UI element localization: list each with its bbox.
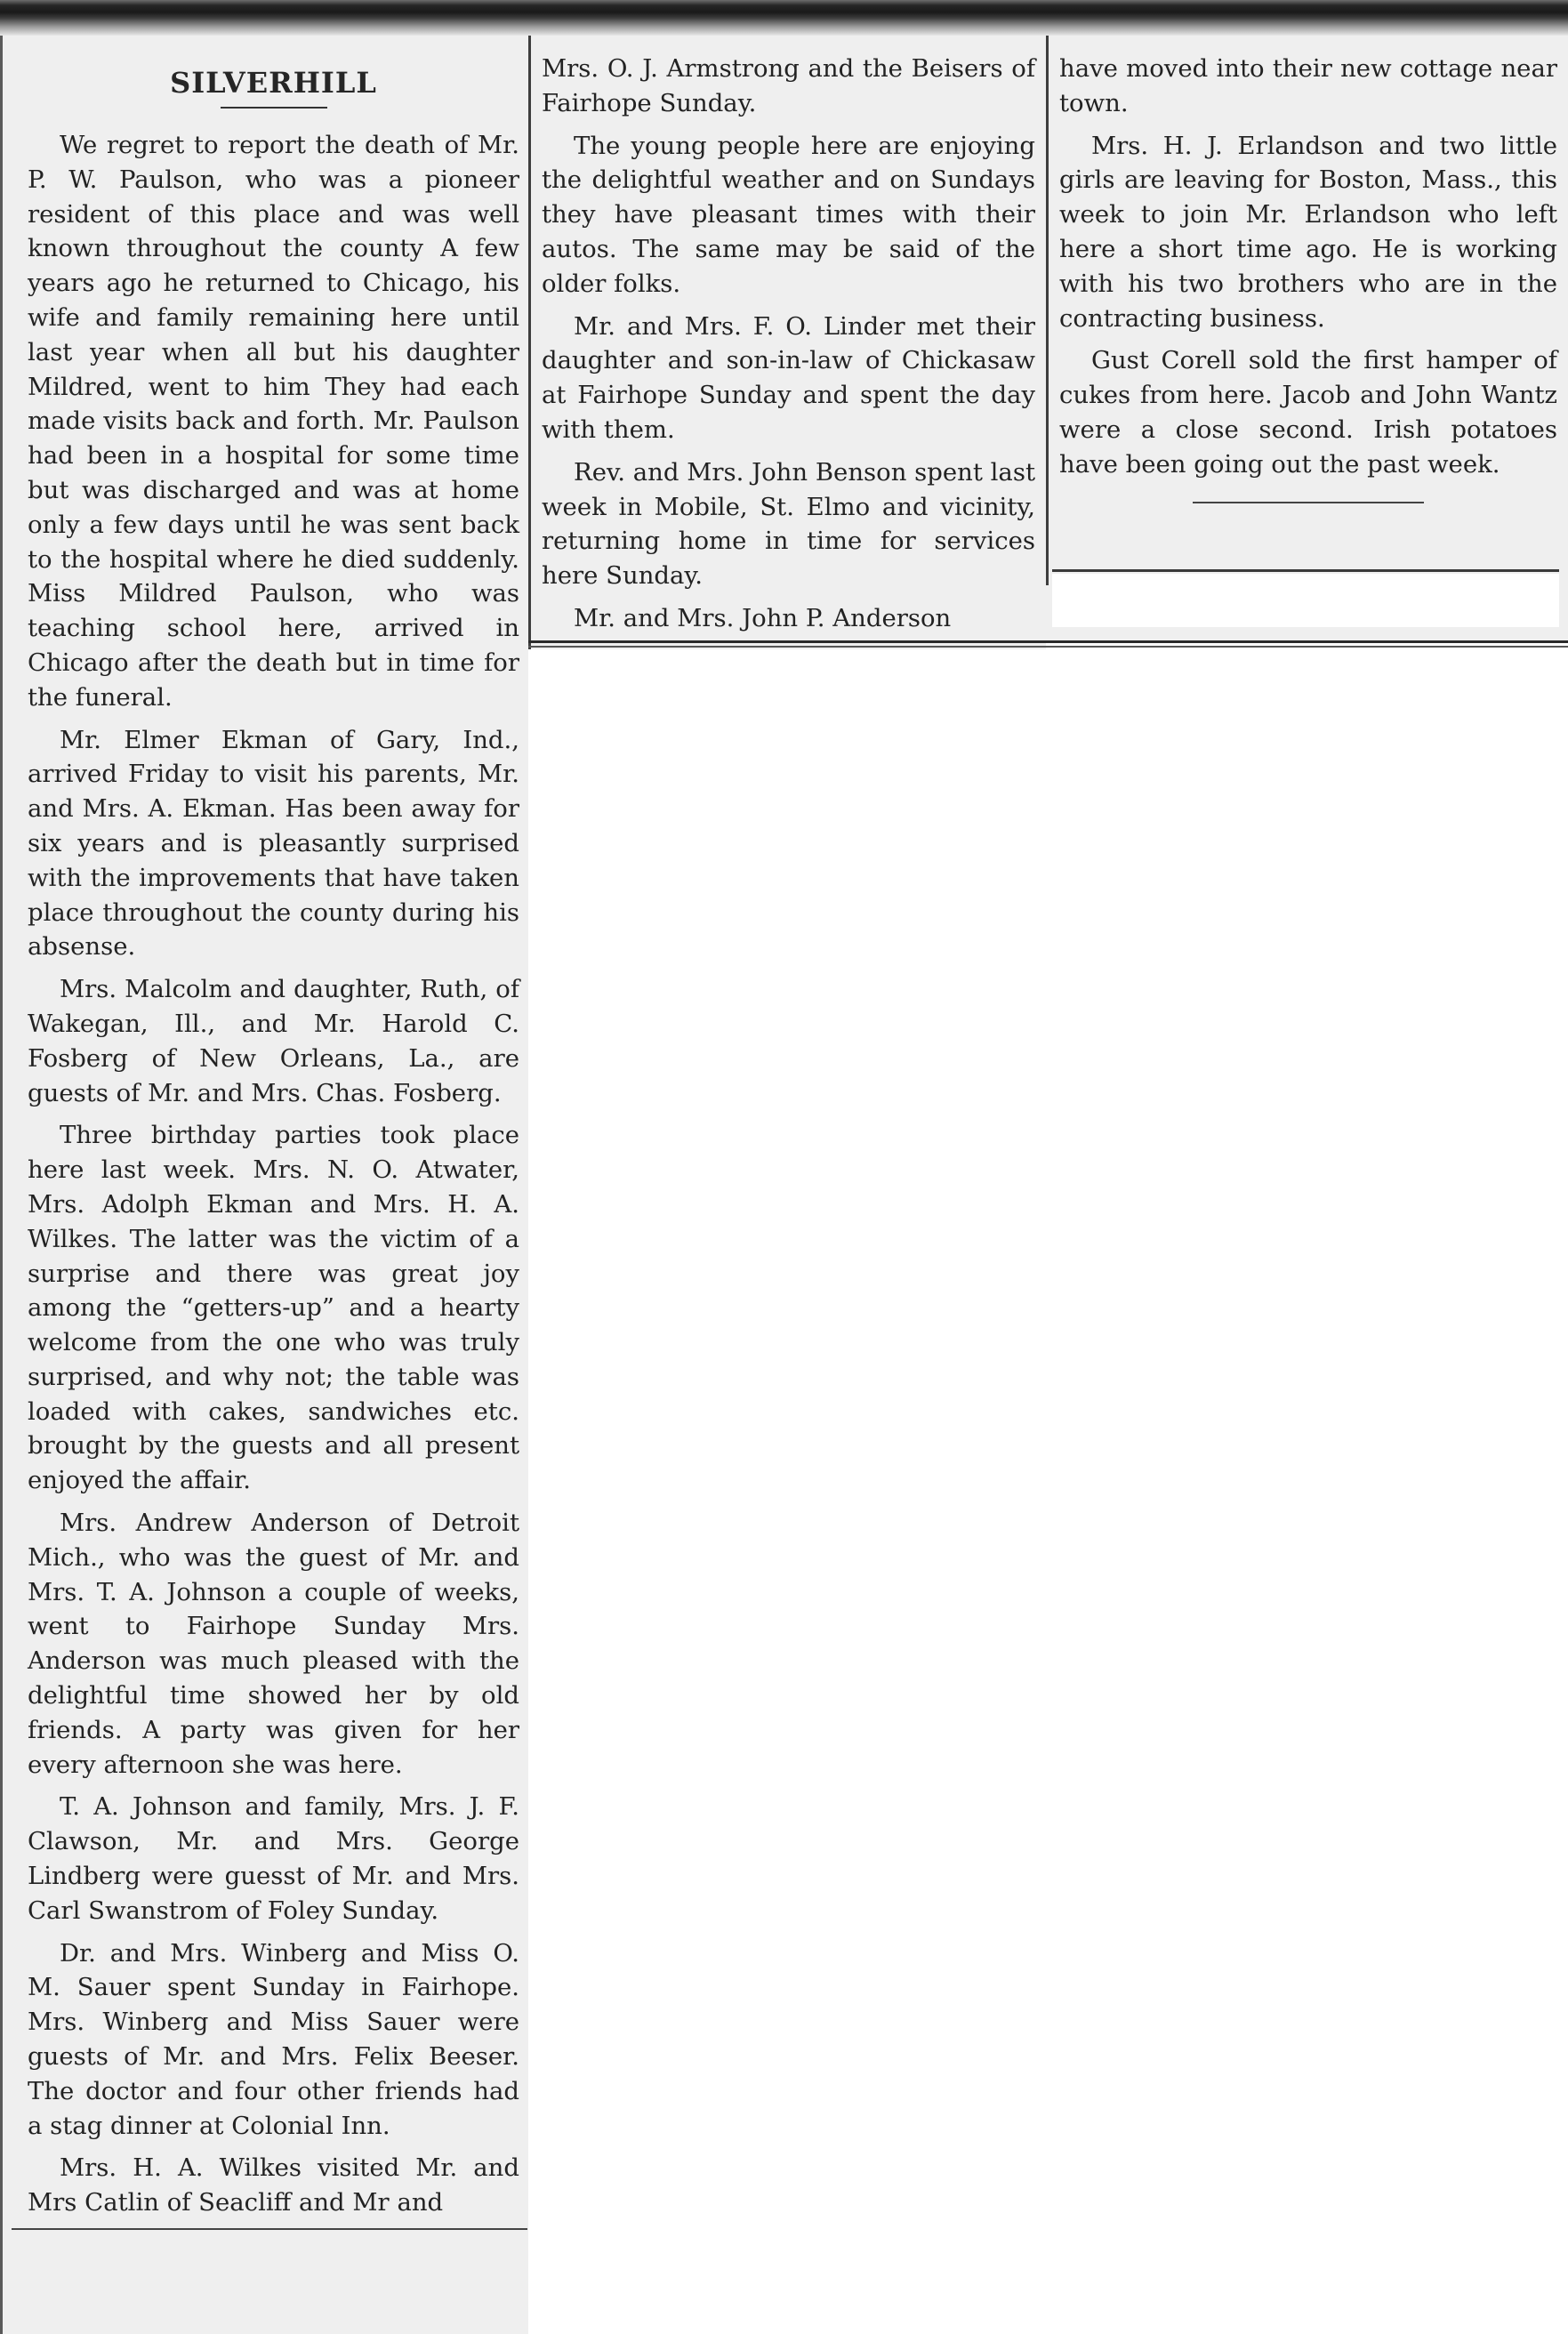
column-2	[528, 36, 1046, 649]
column-3	[1046, 36, 1568, 585]
section-divider-rule	[528, 640, 1568, 648]
paragraph: Rev. and Mrs. John Benson spent last week in Mobile, St. Elmo and vicinity, returning home in time for services here Sunday.	[542, 457, 1035, 591]
paragraph: Dr. and Mrs. Winberg and Miss O. M. Sauer spent Sunday in Fairhope. Mrs. Winberg and Miss Sauer were guests of Mr. and Mrs. Felix Beeser. The doctor and four other friends had a stag dinner at Colonial Inn.	[28, 1938, 519, 2140]
paragraph: Gust Corell sold the first hamper of cukes from here. Jacob and John Wantz were a close second. Irish potatoes have been going out the past week.	[1059, 346, 1557, 479]
paragraph: Mrs. H. A. Wilkes visited Mr. and Mrs Catlin of Seacliff and Mr and	[28, 2153, 519, 2217]
column-end-rule	[12, 2228, 527, 2230]
paragraph: T. A. Johnson and family, Mrs. J. F. Clawson, Mr. and Mrs. George Lindberg were guesst of Mr. and Mrs. Carl Swanstrom of Foley Sunday.	[28, 1792, 519, 1925]
blank-area	[1052, 574, 1559, 627]
paragraph: Mrs. Andrew Anderson of Detroit Mich., who was the guest of Mr. and Mrs. T. A. Johnson a couple of weeks, went to Fairhope Sunday Mrs. Anderson was much pleased with the delightful time showed her by old friends. A party was given for her every afternoon she was here.	[28, 1509, 519, 1779]
paragraph: have moved into their new cottage near town.	[1059, 54, 1557, 117]
paragraph: Mr. Elmer Ekman of Gary, Ind., arrived Friday to visit his parents, Mr. and Mrs. A. Ekman. Has been away for six years and is pleasantly surprised with the improvements that have taken place throughout the county during his absense.	[28, 725, 519, 962]
paragraph: The young people here are enjoying the delightful weather and on Sundays they have pleasant times with their autos. The same may be said of the older folks.	[542, 131, 1035, 298]
headline-rule	[221, 107, 327, 109]
paragraph: Three birthday parties took place here last week. Mrs. N. O. Atwater, Mrs. Adolph Ekman and Mrs. H. A. Wilkes. The latter was the victim of a surprise and there was great joy among the “getters-up” and a hearty welcome from the one who was truly surprised, and why not; the table was loaded with cakes, sandwiches etc. brought by the guests and all present enjoyed the affair.	[28, 1121, 519, 1495]
article-end-rule	[1193, 502, 1424, 503]
top-border-band	[0, 0, 1568, 36]
paragraph: Mr. and Mrs. John P. Anderson	[574, 603, 952, 632]
paragraph: Mr. and Mrs. F. O. Linder met their daughter and son-in-law of Chickasaw at Fairhope Sunday and spent the day with them.	[542, 311, 1035, 444]
column-1	[0, 36, 528, 2334]
paragraph: Mrs. O. J. Armstrong and the Beisers of Fairhope Sunday.	[542, 54, 1035, 117]
paragraph: Mrs. H. J. Erlandson and two little girls are leaving for Boston, Mass., this week to join Mr. Erlandson who left here a short time ago. He is working with his two brothers who are in the contracting business.	[1059, 131, 1557, 333]
paragraph: We regret to report the death of Mr. P. W. Paulson, who was a pioneer resident of this place and was well known throughout the county A few years ago he returned to Chicago, his wife and family remaining here until last year when all but his daughter Mildred, went to him They had each made visits back and forth. Mr. Paulson had been in a hospital for some time but was discharged and was at home only a few days until he was sent back to the hospital where he died suddenly. Miss Mildred Paulson, who was teaching school here, arrived in Chicago after the death but in time for the funeral.	[28, 131, 519, 712]
article-headline: SILVERHILL	[170, 66, 377, 100]
paragraph: Mrs. Malcolm and daughter, Ruth, of Wakegan, Ill., and Mr. Harold C. Fosberg of New Orleans, La., are guests of Mr. and Mrs. Chas. Fosberg.	[28, 975, 519, 1107]
